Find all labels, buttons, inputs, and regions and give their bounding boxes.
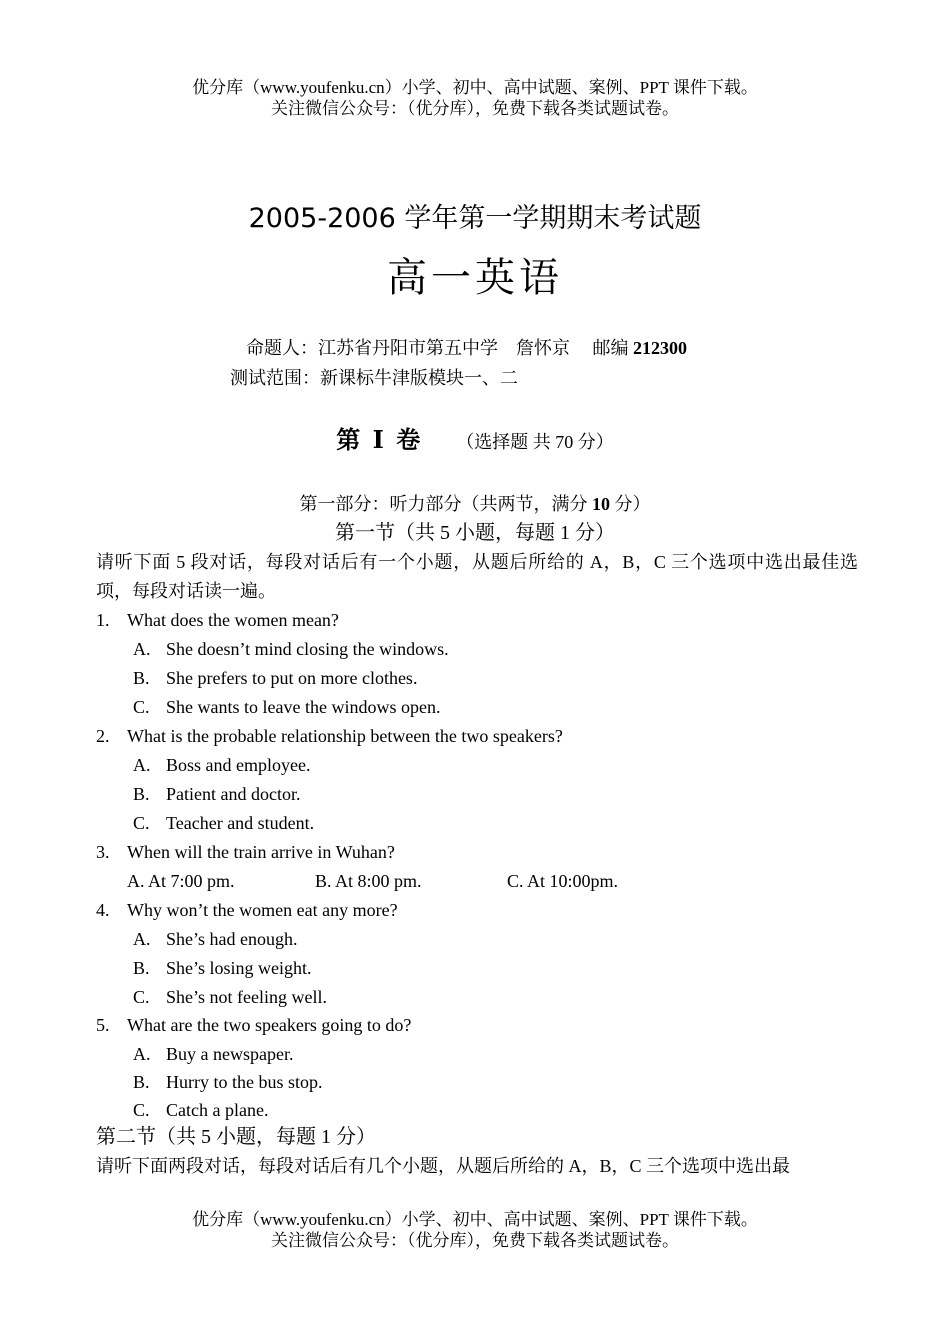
option-letter: C. <box>133 987 150 1007</box>
option-text: Patient and doctor. <box>166 784 301 804</box>
question-2-option-b <box>133 782 300 806</box>
header-line-1: 优分库（www.youfenku.cn）小学、初中、高中试题、案例、PPT 课件下载。 <box>192 78 758 97</box>
option-letter: A. <box>133 755 151 775</box>
option-text: Hurry to the bus stop. <box>166 1072 323 1092</box>
option-text: She’s had enough. <box>166 929 298 949</box>
footer-line-2: 关注微信公众号：（优分库），免费下载各类试题试卷。 <box>271 1231 679 1250</box>
question-5-option-a <box>133 1042 293 1066</box>
question-4-option-c <box>133 985 327 1009</box>
volume-heading <box>0 420 950 455</box>
exam-subject: 高一英语 <box>387 255 563 301</box>
question-1 <box>96 608 339 632</box>
question-2-option-a <box>133 753 310 777</box>
option-letter: B. <box>133 958 150 978</box>
option-letter: C. <box>133 1100 150 1120</box>
part1-heading-post: 分） <box>614 494 651 514</box>
option-text: She doesn’t mind closing the windows. <box>166 639 449 659</box>
section2-title: 第二节（共 5 小题，每题 1 分） <box>96 1126 376 1148</box>
option-text: She wants to leave the windows open. <box>166 697 441 717</box>
question-number: 3. <box>96 842 110 862</box>
page-footer <box>0 1209 950 1251</box>
option-letter: C. <box>133 697 150 717</box>
question-5-option-c <box>133 1098 268 1122</box>
option-letter: A. <box>133 639 151 659</box>
question-text: What does the women mean? <box>127 610 339 630</box>
exam-title: 2005-2006 学年第一学期期末考试题 <box>248 203 702 234</box>
question-4-option-b <box>133 956 312 980</box>
question-number: 2. <box>96 726 110 746</box>
author-label: 命题人：江苏省丹阳市第五中学 詹怀京 邮编 <box>246 338 629 358</box>
question-3-option-c: C. At 10:00pm. <box>507 871 619 891</box>
option-text: Catch a plane. <box>166 1100 269 1120</box>
scope-line: 测试范围：新课标牛津版模块一、二 <box>230 368 518 388</box>
part1-heading-score: 10 <box>592 494 610 514</box>
footer-line-1: 优分库（www.youfenku.cn）小学、初中、高中试题、案例、PPT 课件下载。 <box>192 1210 758 1229</box>
question-number: 5. <box>96 1015 110 1035</box>
question-2-option-c <box>133 811 314 835</box>
option-letter: A. <box>133 929 151 949</box>
option-letter: C. <box>133 813 150 833</box>
part1-heading-pre: 第一部分：听力部分（共两节，满分 <box>299 494 588 514</box>
option-text: She’s not feeling well. <box>166 987 327 1007</box>
question-5-option-b <box>133 1070 323 1094</box>
question-1-option-c <box>133 695 440 719</box>
question-1-option-b <box>133 666 417 690</box>
option-text: Boss and employee. <box>166 755 311 775</box>
question-3-option-b: B. At 8:00 pm. <box>315 871 422 891</box>
question-5 <box>96 1013 411 1037</box>
question-2 <box>96 724 563 748</box>
question-text: What are the two speakers going to do? <box>127 1015 412 1035</box>
question-1-option-a <box>133 637 449 661</box>
option-text: She prefers to put on more clothes. <box>166 668 418 688</box>
option-text: Buy a newspaper. <box>166 1044 294 1064</box>
option-letter: B. <box>133 1072 150 1092</box>
volume-note: （选择题 共 70 分） <box>456 432 614 452</box>
option-letter: B. <box>133 784 150 804</box>
option-text: She’s losing weight. <box>166 958 312 978</box>
question-text: When will the train arrive in Wuhan? <box>127 842 395 862</box>
question-number: 1. <box>96 610 110 630</box>
postcode: 212300 <box>633 338 687 358</box>
question-4-option-a <box>133 927 297 951</box>
part1-heading <box>0 492 950 516</box>
section1-title: 第一节（共 5 小题，每题 1 分） <box>335 522 615 544</box>
question-text: What is the probable relationship between the two speakers? <box>127 726 563 746</box>
option-text: Teacher and student. <box>166 813 315 833</box>
question-3 <box>96 840 395 864</box>
question-4 <box>96 898 398 922</box>
author-line <box>246 336 687 360</box>
question-number: 4. <box>96 900 110 920</box>
section2-instructions: 请听下面两段对话，每段对话后有几个小题，从题后所给的 A，B，C 三个选项中选出最 <box>96 1156 791 1176</box>
page-header <box>0 77 950 119</box>
question-3-option-a: A. At 7:00 pm. <box>127 871 235 891</box>
volume-label: 第 I 卷 <box>336 425 423 454</box>
option-letter: A. <box>133 1044 151 1064</box>
option-letter: B. <box>133 668 150 688</box>
question-text: Why won’t the women eat any more? <box>127 900 398 920</box>
header-line-2: 关注微信公众号：（优分库），免费下载各类试题试卷。 <box>271 99 679 118</box>
section1-instructions: 请听下面 5 段对话，每段对话后有一个小题，从题后所给的 A，B，C 三个选项中选出最佳选项，每段对话读一遍。 <box>96 552 858 601</box>
